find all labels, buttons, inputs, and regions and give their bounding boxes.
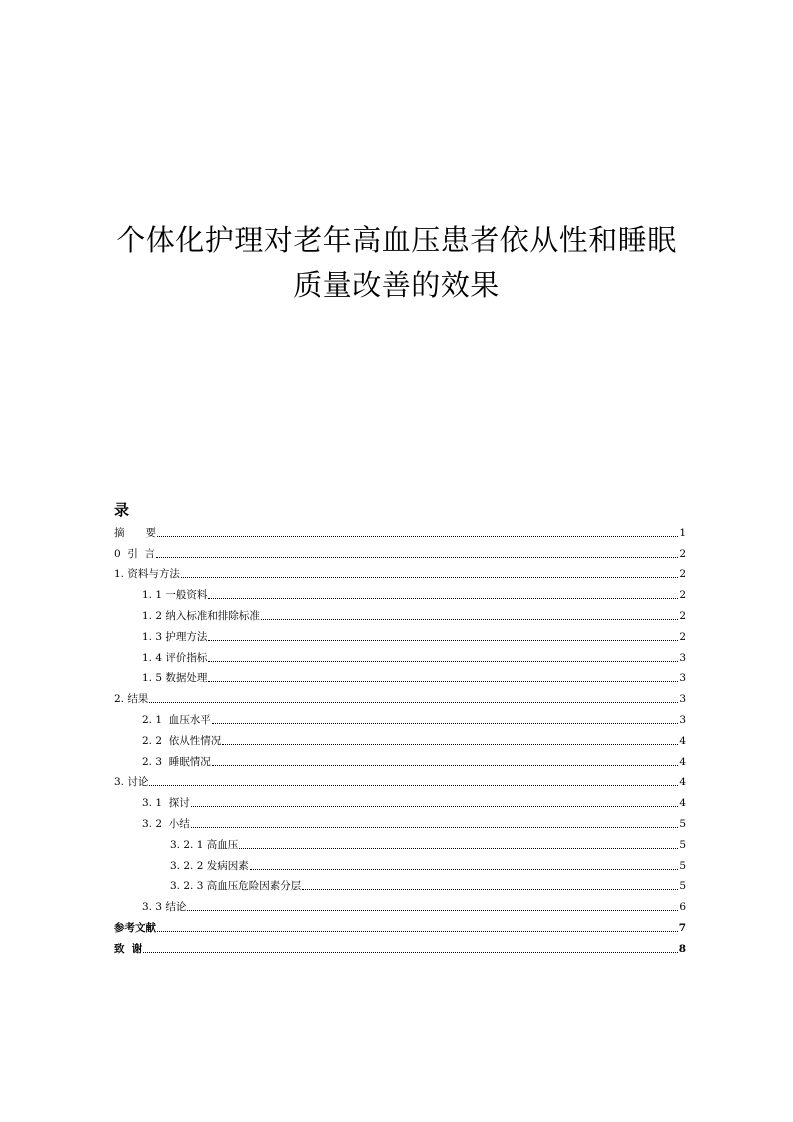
toc-entry-page: 2 <box>679 630 686 643</box>
toc-entry-label: 2. 结果 <box>114 693 149 706</box>
toc-entry-label: 3. 2. 2 发病因素 <box>170 859 249 872</box>
toc-leader-dots <box>157 535 678 537</box>
toc-leader-dots <box>157 930 678 932</box>
toc-entry-label: 摘 要 <box>114 526 156 539</box>
toc-entry-label: 3. 1 探讨 <box>142 797 190 810</box>
toc-entry-page: 5 <box>679 880 686 893</box>
toc-entry-page: 3 <box>679 693 686 706</box>
toc-entry-label: 致 谢 <box>114 942 143 955</box>
toc-leader-dots <box>208 597 678 599</box>
toc-entry-page: 2 <box>679 568 686 581</box>
toc-leader-dots <box>191 805 679 807</box>
toc-entry-page: 6 <box>679 901 686 914</box>
toc-entry-page: 3 <box>679 713 686 726</box>
toc-entry-page: 3 <box>679 672 686 685</box>
toc-leader-dots <box>208 660 678 662</box>
toc-entry-page: 8 <box>678 942 686 955</box>
toc-entry-label: 2. 3 睡眠情况 <box>142 755 211 768</box>
toc-entry-label: 1. 4 评价指标 <box>142 651 208 664</box>
toc-entry-page: 5 <box>679 859 686 872</box>
document-title <box>0 218 793 308</box>
toc-entry[interactable] <box>114 834 686 855</box>
toc-leader-dots <box>239 847 678 849</box>
toc-entry-page: 5 <box>679 838 686 851</box>
toc-entry-label: 1. 1 一般资料 <box>142 589 208 602</box>
toc-entry-label: 2. 1 血压水平 <box>142 713 211 726</box>
toc-leader-dots <box>187 909 678 911</box>
toc-leader-dots <box>212 764 679 766</box>
toc-leader-dots <box>181 576 678 578</box>
toc-entry-label: 1. 2 纳入标准和排除标准 <box>142 609 260 622</box>
toc-entry-label: 1. 3 护理方法 <box>142 630 208 643</box>
toc-entry-label: 1. 5 数据处理 <box>142 672 208 685</box>
toc-leader-dots <box>208 639 678 641</box>
toc-entry[interactable] <box>114 709 686 730</box>
title-line-1: 个体化护理对老年高血压患者依从性和睡眠 <box>116 223 677 257</box>
toc-entry-label: 2. 2 依从性情况 <box>142 734 222 747</box>
toc-entry-page: 2 <box>679 589 686 602</box>
toc-entry-page: 4 <box>679 755 686 768</box>
toc-entry[interactable] <box>114 896 686 917</box>
title-line-2: 质量改善的效果 <box>293 268 500 302</box>
toc-entry[interactable] <box>114 522 686 543</box>
toc-leader-dots <box>149 784 678 786</box>
toc-entry[interactable] <box>114 730 686 751</box>
toc-entry-label: 3. 3 结论 <box>142 901 187 914</box>
toc-entry[interactable] <box>114 813 686 834</box>
toc-entry-page: 7 <box>678 921 686 934</box>
toc-leader-dots <box>222 743 678 745</box>
toc-entry[interactable] <box>114 584 686 605</box>
toc-leader-dots <box>156 556 678 558</box>
toc-entry[interactable] <box>114 564 686 585</box>
toc-leader-dots <box>302 888 678 890</box>
toc-entry-label: 0 引 言 <box>114 547 156 560</box>
toc-entry[interactable] <box>114 792 686 813</box>
toc-entry-label: 3. 讨论 <box>114 776 149 789</box>
table-of-contents <box>114 522 686 959</box>
toc-entry-page: 2 <box>679 547 686 560</box>
toc-entry-page: 4 <box>679 776 686 789</box>
toc-entry-page: 4 <box>679 734 686 747</box>
toc-entry[interactable] <box>114 605 686 626</box>
toc-entry[interactable] <box>114 647 686 668</box>
toc-heading: 录 <box>114 501 130 519</box>
toc-entry[interactable] <box>114 543 686 564</box>
toc-entry-page: 3 <box>679 651 686 664</box>
toc-entry-page: 1 <box>679 526 686 539</box>
toc-leader-dots <box>250 868 679 870</box>
toc-entry-label: 3. 2 小结 <box>142 817 190 830</box>
toc-entry[interactable] <box>114 668 686 689</box>
toc-entry[interactable] <box>114 751 686 772</box>
toc-entry[interactable] <box>114 876 686 897</box>
toc-leader-dots <box>261 618 678 620</box>
toc-entry[interactable] <box>114 626 686 647</box>
toc-leader-dots <box>212 722 679 724</box>
toc-leader-dots <box>149 701 678 703</box>
toc-entry-label: 参考文献 <box>114 921 156 934</box>
toc-entry[interactable] <box>114 772 686 793</box>
toc-entry[interactable] <box>114 938 686 959</box>
toc-leader-dots <box>191 826 679 828</box>
toc-leader-dots <box>208 680 678 682</box>
toc-entry-page: 2 <box>679 609 686 622</box>
toc-entry-page: 5 <box>679 817 686 830</box>
toc-entry-label: 3. 2. 3 高血压危险因素分层 <box>170 880 302 893</box>
toc-entry[interactable] <box>114 855 686 876</box>
toc-entry-page: 4 <box>679 797 686 810</box>
toc-entry[interactable] <box>114 917 686 938</box>
toc-entry-label: 1. 资料与方法 <box>114 568 180 581</box>
toc-entry-label: 3. 2. 1 高血压 <box>170 838 239 851</box>
toc-leader-dots <box>143 951 677 953</box>
toc-entry[interactable] <box>114 688 686 709</box>
